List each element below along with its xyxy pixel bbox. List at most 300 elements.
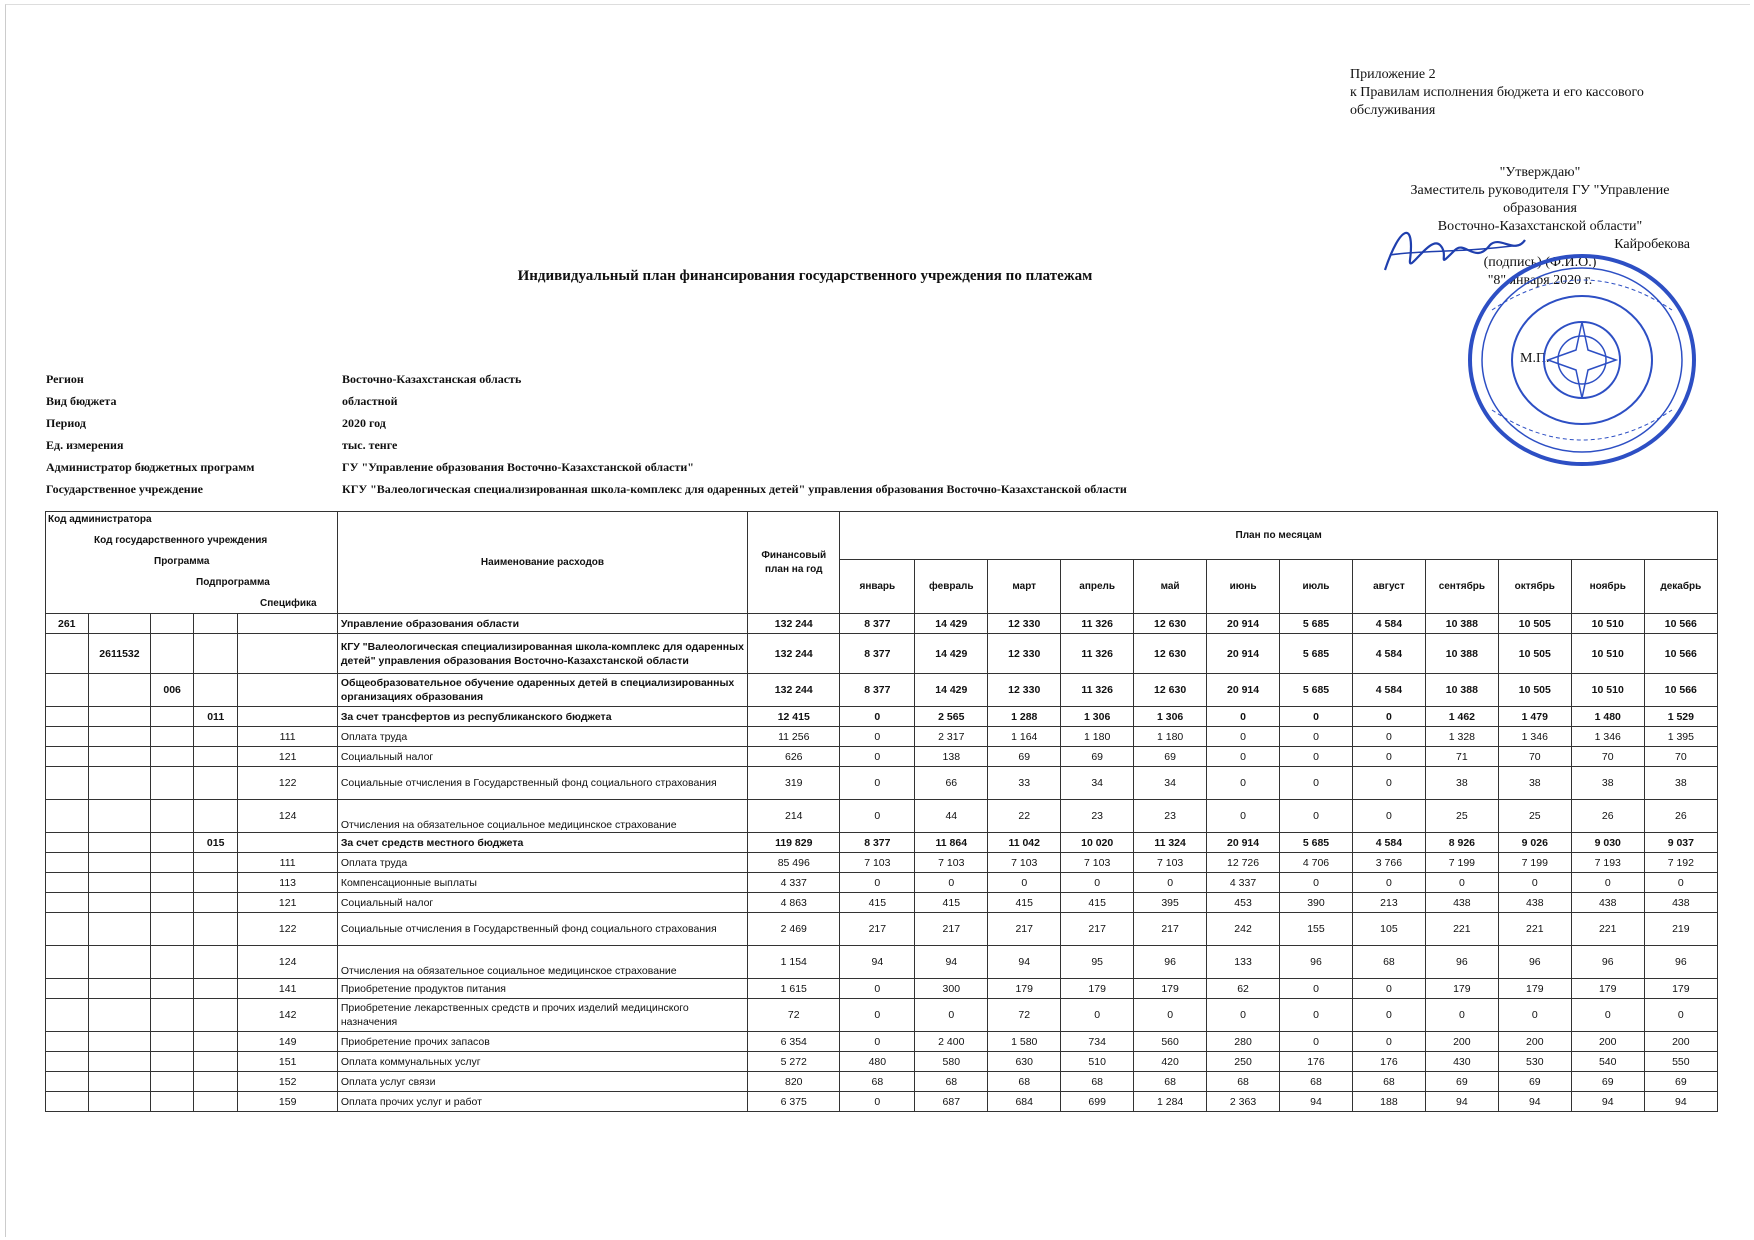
subprogram-code-cell [193,979,238,999]
month-value-cell: 0 [840,979,915,999]
month-value-cell: 20 914 [1207,674,1280,707]
table-row [46,614,1718,634]
admin-code-cell [46,707,89,727]
month-value-cell: 0 [1352,979,1425,999]
program-code-cell [151,1092,194,1112]
program-code-cell [151,767,194,800]
specifics-code-cell: 111 [238,853,337,873]
month-value-cell: 0 [1280,727,1353,747]
month-value-cell: 0 [1134,999,1207,1032]
admin-code-cell [46,1052,89,1072]
month-value-cell: 20 914 [1207,614,1280,634]
subprogram-code-cell [193,999,238,1032]
document-title: Индивидуальный план финансирования государственного учреждения по платежам [517,268,1093,284]
program-code-cell [151,727,194,747]
month-value-cell: 0 [1352,707,1425,727]
month-value-cell: 0 [1280,767,1353,800]
month-value-cell: 69 [1498,1072,1571,1092]
specifics-code-cell [238,634,337,674]
subprogram-code-cell [193,873,238,893]
month-value-cell: 10 566 [1644,634,1717,674]
expense-name-cell: Оплата труда [337,727,747,747]
month-value-cell: 438 [1644,893,1717,913]
month-value-cell: 200 [1498,1032,1571,1052]
month-value-cell: 0 [1352,1032,1425,1052]
institution-code-cell [88,913,151,946]
specifics-code-cell: 142 [238,999,337,1032]
annual-total-cell: 12 415 [748,707,840,727]
month-value-cell: 0 [840,1032,915,1052]
month-value-cell: 0 [1134,873,1207,893]
month-value-cell: 0 [1644,873,1717,893]
month-value-cell: 7 193 [1571,853,1644,873]
month-value-cell: 188 [1352,1092,1425,1112]
month-value-cell: 11 326 [1061,674,1134,707]
specifics-code-cell [238,614,337,634]
month-value-cell: 7 103 [1061,853,1134,873]
month-value-cell: 38 [1498,767,1571,800]
month-value-cell: 7 103 [915,853,988,873]
institution-code-cell [88,833,151,853]
month-value-cell: 34 [1134,767,1207,800]
month-value-cell: 420 [1134,1052,1207,1072]
month-value-cell: 699 [1061,1092,1134,1112]
month-value-cell: 176 [1352,1052,1425,1072]
admin-code-cell [46,674,89,707]
annual-total-cell: 319 [748,767,840,800]
month-value-cell: 11 042 [988,833,1061,853]
subprogram-code-cell [193,1032,238,1052]
month-value-cell: 12 630 [1134,614,1207,634]
approval-line: М.П. [1520,351,1550,366]
table-row [46,913,1718,946]
month-value-cell: 415 [915,893,988,913]
subprogram-code-cell [193,727,238,747]
program-code-cell [151,614,194,634]
info-value: ГУ "Управление образования Восточно-Казахстанской области" [342,460,694,474]
program-code-cell [151,1052,194,1072]
month-value-cell: 3 766 [1352,853,1425,873]
month-value-cell: 12 330 [988,634,1061,674]
month-value-cell: 217 [1061,913,1134,946]
month-value-cell: 530 [1498,1052,1571,1072]
expense-name-cell: Оплата труда [337,853,747,873]
month-value-cell: 8 377 [840,674,915,707]
month-value-cell: 0 [1207,800,1280,833]
specifics-code-cell: 121 [238,893,337,913]
info-value: областной [342,394,398,408]
institution-code-cell [88,727,151,747]
month-value-cell: 7 103 [840,853,915,873]
month-value-cell: 687 [915,1092,988,1112]
month-value-cell: 219 [1644,913,1717,946]
month-value-cell: 7 199 [1425,853,1498,873]
annual-total-cell: 72 [748,999,840,1032]
approval-line: "8" января 2020 г. [1487,273,1593,288]
month-value-cell: 69 [1134,747,1207,767]
month-value-cell: 66 [915,767,988,800]
month-value-cell: 69 [1425,1072,1498,1092]
month-value-cell: 0 [840,707,915,727]
month-value-cell: 1 462 [1425,707,1498,727]
month-header: ноябрь [1571,560,1644,614]
specifics-code-cell [238,674,337,707]
annual-total-cell: 5 272 [748,1052,840,1072]
month-value-cell: 69 [1061,747,1134,767]
month-value-cell: 0 [1280,873,1353,893]
specifics-code-cell [238,707,337,727]
program-code-cell [151,707,194,727]
month-value-cell: 179 [1498,979,1571,999]
month-value-cell: 1 288 [988,707,1061,727]
subprogram-code-cell [193,800,238,833]
annual-total-cell: 4 337 [748,873,840,893]
month-header: декабрь [1644,560,1717,614]
month-value-cell: 0 [840,873,915,893]
month-value-cell: 0 [1280,800,1353,833]
month-value-cell: 11 326 [1061,634,1134,674]
subprogram-code-cell [193,747,238,767]
month-value-cell: 2 317 [915,727,988,747]
month-value-cell: 217 [915,913,988,946]
annual-total-cell: 820 [748,1072,840,1092]
month-value-cell: 23 [1061,800,1134,833]
month-value-cell: 2 400 [915,1032,988,1052]
month-value-cell: 280 [1207,1032,1280,1052]
month-value-cell: 68 [1134,1072,1207,1092]
specifics-code-cell: 111 [238,727,337,747]
month-value-cell: 133 [1207,946,1280,979]
admin-code-cell [46,727,89,747]
month-value-cell: 8 926 [1425,833,1498,853]
approval-line: образования [1503,201,1577,216]
month-value-cell: 0 [1207,707,1280,727]
month-value-cell: 94 [915,946,988,979]
month-value-cell: 69 [1571,1072,1644,1092]
month-value-cell: 94 [1280,1092,1353,1112]
month-value-cell: 12 630 [1134,674,1207,707]
table-row [46,1092,1718,1112]
month-value-cell: 179 [988,979,1061,999]
month-value-cell: 62 [1207,979,1280,999]
month-value-cell: 0 [915,999,988,1032]
approval-line: Заместитель руководителя ГУ "Управление [1410,183,1670,198]
specifics-code-cell: 159 [238,1092,337,1112]
institution-code-cell [88,1072,151,1092]
month-value-cell: 1 580 [988,1032,1061,1052]
month-value-cell: 7 199 [1498,853,1571,873]
month-value-cell: 9 030 [1571,833,1644,853]
admin-code-cell [46,1092,89,1112]
month-value-cell: 0 [1280,747,1353,767]
month-value-cell: 415 [988,893,1061,913]
institution-code-cell [88,873,151,893]
program-code-cell [151,1072,194,1092]
month-value-cell: 8 377 [840,634,915,674]
month-value-cell: 250 [1207,1052,1280,1072]
specifics-code-cell: 121 [238,747,337,767]
month-value-cell: 0 [1425,999,1498,1032]
annual-total-cell: 119 829 [748,833,840,853]
month-value-cell: 540 [1571,1052,1644,1072]
admin-code-cell [46,747,89,767]
expense-name-cell: Социальные отчисления в Государственный фонд социального страхования [337,767,747,800]
month-value-cell: 217 [988,913,1061,946]
month-value-cell: 560 [1134,1032,1207,1052]
expense-name-cell: Приобретение лекарственных средств и прочих изделий медицинского назначения [337,999,747,1032]
month-header: апрель [1061,560,1134,614]
month-value-cell: 1 164 [988,727,1061,747]
month-value-cell: 1 180 [1134,727,1207,747]
institution-code-cell [88,800,151,833]
program-code-cell [151,1032,194,1052]
month-value-cell: 12 630 [1134,634,1207,674]
month-value-cell: 23 [1134,800,1207,833]
month-value-cell: 69 [1644,1072,1717,1092]
expense-name-cell: Социальный налог [337,747,747,767]
annual-total-cell: 132 244 [748,614,840,634]
month-value-cell: 11 864 [915,833,988,853]
month-value-cell: 0 [1571,999,1644,1032]
month-value-cell: 1 180 [1061,727,1134,747]
program-code-cell: 006 [151,674,194,707]
month-value-cell: 0 [915,873,988,893]
subprogram-code-cell [193,946,238,979]
month-value-cell: 5 685 [1280,614,1353,634]
month-value-cell: 630 [988,1052,1061,1072]
expense-name-cell: За счет средств местного бюджета [337,833,747,853]
month-value-cell: 68 [915,1072,988,1092]
annual-total-cell: 132 244 [748,674,840,707]
institution-code-cell [88,979,151,999]
month-value-cell: 0 [840,747,915,767]
admin-code-cell [46,1072,89,1092]
month-value-cell: 1 346 [1498,727,1571,747]
institution-code-cell [88,1092,151,1112]
month-value-cell: 94 [1571,1092,1644,1112]
subprogram-code-cell [193,1092,238,1112]
month-value-cell: 69 [988,747,1061,767]
month-value-cell: 14 429 [915,634,988,674]
month-value-cell: 0 [1571,873,1644,893]
info-value: тыс. тенге [342,438,398,452]
month-value-cell: 480 [840,1052,915,1072]
month-value-cell: 33 [988,767,1061,800]
expense-name-cell: Приобретение прочих запасов [337,1032,747,1052]
table-row [46,800,1718,833]
month-value-cell: 200 [1644,1032,1717,1052]
month-value-cell: 0 [1352,873,1425,893]
month-value-cell: 10 505 [1498,634,1571,674]
header-institution-code: Код государственного учреждения [94,535,268,546]
month-value-cell: 10 388 [1425,634,1498,674]
program-code-cell [151,800,194,833]
month-header: февраль [915,560,988,614]
month-value-cell: 34 [1061,767,1134,800]
month-value-cell: 1 306 [1061,707,1134,727]
annual-total-cell: 132 244 [748,634,840,674]
month-value-cell: 2 565 [915,707,988,727]
info-label: Регион [46,372,84,386]
month-value-cell: 10 510 [1571,614,1644,634]
subprogram-code-cell [193,913,238,946]
expense-name-cell: Оплата прочих услуг и работ [337,1092,747,1112]
month-value-cell: 242 [1207,913,1280,946]
month-value-cell: 14 429 [915,674,988,707]
expense-name-cell: Оплата коммунальных услуг [337,1052,747,1072]
subprogram-code-cell [193,1052,238,1072]
month-value-cell: 684 [988,1092,1061,1112]
month-header: август [1352,560,1425,614]
admin-code-cell [46,1032,89,1052]
specifics-code-cell: 113 [238,873,337,893]
specifics-code-cell: 141 [238,979,337,999]
month-value-cell: 0 [1207,999,1280,1032]
info-label: Период [46,416,86,430]
info-label: Вид бюджета [46,394,117,408]
month-value-cell: 11 326 [1061,614,1134,634]
appendix-line: к Правилам исполнения бюджета и его кассового [1350,85,1644,100]
month-value-cell: 4 584 [1352,634,1425,674]
header-admin-code: Код администратора [48,514,152,525]
month-value-cell: 4 706 [1280,853,1353,873]
institution-code-cell [88,747,151,767]
program-code-cell [151,747,194,767]
month-value-cell: 217 [1134,913,1207,946]
month-value-cell: 0 [1061,873,1134,893]
institution-code-cell [88,853,151,873]
month-value-cell: 10 505 [1498,674,1571,707]
admin-code-cell [46,873,89,893]
month-value-cell: 0 [1280,1032,1353,1052]
month-value-cell: 438 [1425,893,1498,913]
admin-code-cell: 261 [46,614,89,634]
month-value-cell: 94 [1498,1092,1571,1112]
month-value-cell: 68 [1352,946,1425,979]
month-value-cell: 300 [915,979,988,999]
month-value-cell: 105 [1352,913,1425,946]
month-value-cell: 8 377 [840,833,915,853]
approval-line: Восточно-Казахстанской области" [1437,219,1643,234]
month-value-cell: 221 [1498,913,1571,946]
header-expense-name: Наименование расходов [337,512,747,614]
month-value-cell: 200 [1571,1032,1644,1052]
month-header: октябрь [1498,560,1571,614]
annual-total-cell: 626 [748,747,840,767]
month-header: март [988,560,1061,614]
month-value-cell: 0 [840,1092,915,1112]
table-row [46,1052,1718,1072]
subprogram-code-cell [193,674,238,707]
month-value-cell: 7 103 [1134,853,1207,873]
month-value-cell: 734 [1061,1032,1134,1052]
month-value-cell: 179 [1061,979,1134,999]
month-value-cell: 96 [1134,946,1207,979]
month-value-cell: 94 [1644,1092,1717,1112]
program-code-cell [151,634,194,674]
month-value-cell: 1 479 [1498,707,1571,727]
month-value-cell: 10 510 [1571,674,1644,707]
month-value-cell: 438 [1571,893,1644,913]
month-value-cell: 96 [1571,946,1644,979]
month-value-cell: 70 [1498,747,1571,767]
month-value-cell: 8 377 [840,614,915,634]
month-value-cell: 7 103 [988,853,1061,873]
month-value-cell: 1 529 [1644,707,1717,727]
month-value-cell: 96 [1280,946,1353,979]
expense-name-cell: Приобретение продуктов питания [337,979,747,999]
month-value-cell: 95 [1061,946,1134,979]
month-value-cell: 0 [840,727,915,747]
expense-name-cell: Социальный налог [337,893,747,913]
month-value-cell: 200 [1425,1032,1498,1052]
annual-total-cell: 6 354 [748,1032,840,1052]
month-header: сентябрь [1425,560,1498,614]
annual-total-cell: 214 [748,800,840,833]
table-row [46,707,1718,727]
month-value-cell: 44 [915,800,988,833]
month-value-cell: 0 [1207,727,1280,747]
month-value-cell: 20 914 [1207,634,1280,674]
program-code-cell [151,893,194,913]
institution-code-cell [88,999,151,1032]
header-monthly-plan: План по месяцам [840,512,1718,560]
month-value-cell: 10 510 [1571,634,1644,674]
month-value-cell: 5 685 [1280,833,1353,853]
specifics-code-cell: 122 [238,767,337,800]
approval-line: (подпись) (Ф.И.О.) [1483,255,1597,270]
institution-code-cell [88,1052,151,1072]
month-value-cell: 1 480 [1571,707,1644,727]
month-value-cell: 22 [988,800,1061,833]
subprogram-code-cell [193,853,238,873]
month-value-cell: 68 [1207,1072,1280,1092]
admin-code-cell [46,853,89,873]
header-annual-plan: Финансовый план на год [748,512,840,614]
month-value-cell: 0 [1425,873,1498,893]
table-row [46,833,1718,853]
table-row [46,727,1718,747]
month-value-cell: 94 [988,946,1061,979]
month-value-cell: 38 [1644,767,1717,800]
month-value-cell: 4 337 [1207,873,1280,893]
month-value-cell: 395 [1134,893,1207,913]
subprogram-code-cell [193,893,238,913]
program-code-cell [151,913,194,946]
month-value-cell: 415 [1061,893,1134,913]
month-value-cell: 12 330 [988,614,1061,634]
month-value-cell: 176 [1280,1052,1353,1072]
month-value-cell: 10 388 [1425,614,1498,634]
month-value-cell: 71 [1425,747,1498,767]
month-value-cell: 10 388 [1425,674,1498,707]
program-code-cell [151,946,194,979]
month-value-cell: 9 026 [1498,833,1571,853]
month-value-cell: 1 284 [1134,1092,1207,1112]
expense-name-cell: Оплата услуг связи [337,1072,747,1092]
month-value-cell: 25 [1498,800,1571,833]
month-value-cell: 4 584 [1352,614,1425,634]
month-value-cell: 72 [988,999,1061,1032]
month-value-cell: 68 [1352,1072,1425,1092]
table-body [46,614,1718,1112]
table-row [46,979,1718,999]
admin-code-cell [46,800,89,833]
info-label: Ед. измерения [46,438,124,452]
month-value-cell: 96 [1644,946,1717,979]
month-value-cell: 38 [1425,767,1498,800]
subprogram-code-cell [193,767,238,800]
